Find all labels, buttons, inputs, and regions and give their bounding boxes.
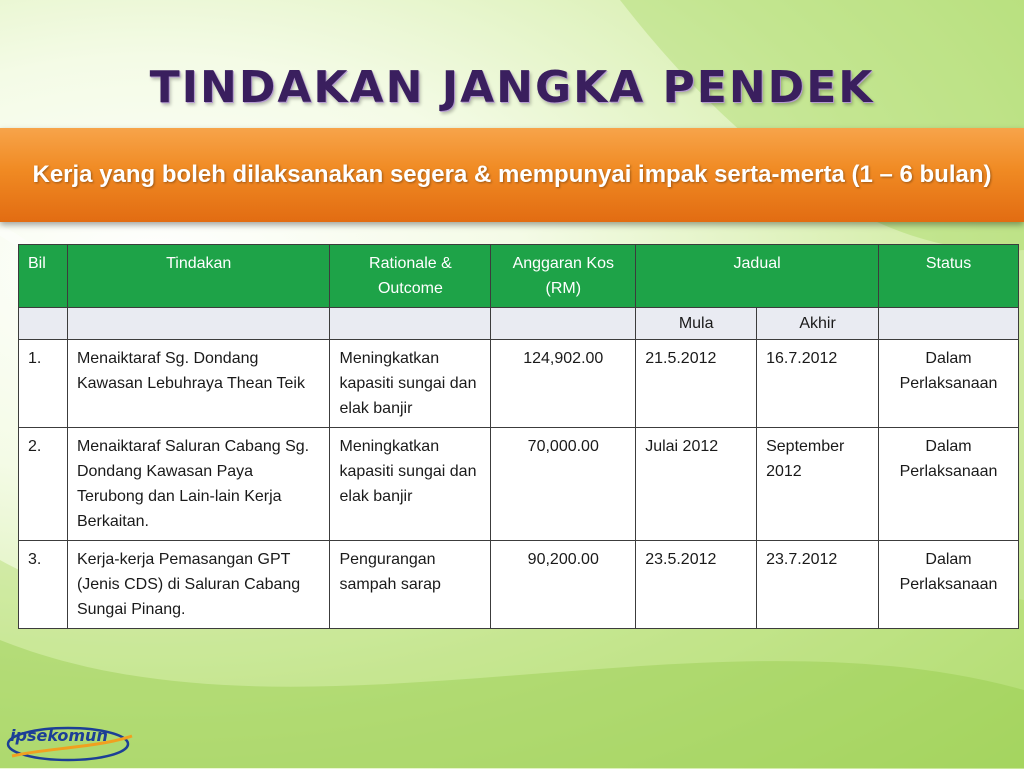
header-status: Status (879, 245, 1019, 308)
table-subheader-row (19, 308, 1019, 340)
cell-status: Dalam Perlaksanaan (879, 428, 1019, 541)
action-table (18, 244, 1019, 629)
cell-rationale: Pengurangan sampah sarap (330, 541, 491, 629)
subheader-empty-cell (67, 308, 330, 340)
subheader-empty-cell (879, 308, 1019, 340)
cell-bil: 2. (19, 428, 68, 541)
header-anggaran: Anggaran Kos (RM) (491, 245, 636, 308)
cell-akhir: 16.7.2012 (757, 340, 879, 428)
cell-rationale: Meningkatkan kapasiti sungai dan elak banjir (330, 340, 491, 428)
cell-tindakan: Menaiktaraf Saluran Cabang Sg. Dondang Kawasan Paya Terubong dan Lain-lain Kerja Berkaitan. (67, 428, 330, 541)
cell-anggaran: 90,200.00 (491, 541, 636, 629)
subtitle-text: Kerja yang boleh dilaksanakan segera & mempunyai impak serta-merta (1 – 6 bulan) (32, 161, 992, 188)
header-tindakan: Tindakan (67, 245, 330, 308)
cell-tindakan: Kerja-kerja Pemasangan GPT (Jenis CDS) di Saluran Cabang Sungai Pinang. (67, 541, 330, 629)
cell-mula: Julai 2012 (636, 428, 757, 541)
cell-status: Dalam Perlaksanaan (879, 541, 1019, 629)
subheader-empty-cell (491, 308, 636, 340)
subheader-empty-cell (19, 308, 68, 340)
subheader-empty-cell (330, 308, 491, 340)
cell-akhir: 23.7.2012 (757, 541, 879, 629)
table-row (19, 340, 1019, 428)
table-row (19, 541, 1019, 629)
cell-tindakan: Menaiktaraf Sg. Dondang Kawasan Lebuhraya Thean Teik (67, 340, 330, 428)
subheader-akhir: Akhir (757, 308, 879, 340)
cell-anggaran: 70,000.00 (491, 428, 636, 541)
cell-akhir: September 2012 (757, 428, 879, 541)
header-jadual: Jadual (636, 245, 879, 308)
logo (6, 722, 136, 764)
slide-title: TINDAKAN JANGKA PENDEK (149, 62, 875, 113)
cell-mula: 23.5.2012 (636, 541, 757, 629)
table-header-row (19, 245, 1019, 308)
logo-text: ipsekomun (10, 726, 108, 745)
cell-rationale: Meningkatkan kapasiti sungai dan elak banjir (330, 428, 491, 541)
table-row (19, 428, 1019, 541)
header-rationale: Rationale & Outcome (330, 245, 491, 308)
subheader-mula: Mula (636, 308, 757, 340)
header-bil: Bil (19, 245, 68, 308)
cell-bil: 1. (19, 340, 68, 428)
cell-bil: 3. (19, 541, 68, 629)
cell-anggaran: 124,902.00 (491, 340, 636, 428)
subtitle-banner (0, 128, 1024, 222)
cell-status: Dalam Perlaksanaan (879, 340, 1019, 428)
cell-mula: 21.5.2012 (636, 340, 757, 428)
